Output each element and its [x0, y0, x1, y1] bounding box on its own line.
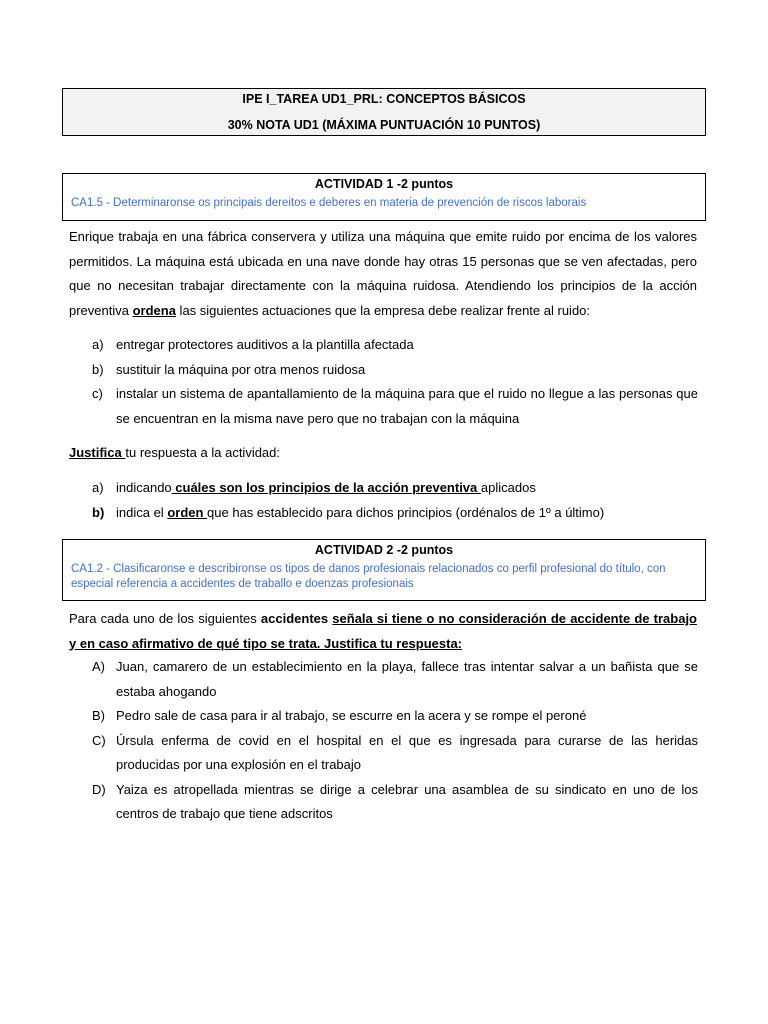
justify-instruction: Justifica tu respuesta a la actividad: — [69, 445, 281, 460]
activity-1-options — [92, 333, 698, 431]
list-item: A) Juan, camarero de un establecimiento en la playa, fallece tras intentar salvar a un bañista que se estaba ahogando — [92, 659, 698, 699]
activity-1-intro: Enrique trabaja en una fábrica conservera y utiliza una máquina que emite ruido por encima de los valores permitidos. La máquina está ubicada en una nave donde hay otras 15 personas que se ven afectadas, pero que no necesitan trabajar directamente con la máquina ruidosa. Atendiendo los principios de la acción preventiva ordena las siguientes actuaciones que la empresa debe realizar frente al ruido: — [69, 229, 697, 318]
list-item: a) indicando cuáles son los principios de la acción preventiva aplicados — [92, 480, 536, 495]
activity-1-criterion: CA1.5 - Determinaronse os principais dereitos e deberes en materia de prevención de riscos laborais — [71, 197, 587, 209]
activity-2-cases — [92, 655, 698, 827]
activity-1-title: ACTIVIDAD 1 -2 puntos — [314, 177, 454, 191]
list-item: C) Úrsula enferma de covid en el hospital en el que es ingresada para curarse de las heridas producidas por una explosión en el trabajo — [92, 732, 698, 772]
list-item: b) indica el orden que has establecido para dichos principios (ordénalos de 1º a último) — [92, 504, 605, 520]
title-box — [62, 88, 706, 136]
activity-2-box — [62, 539, 706, 601]
activity-2-intro: Para cada uno de los siguientes accidentes señala si tiene o no consideración de accidente de trabajo y en caso afirmativo de qué tipo se trata. Justifica tu respuesta: — [69, 611, 697, 651]
justify-items — [92, 476, 698, 525]
list-item: a) entregar protectores auditivos a la plantilla afectada — [92, 337, 414, 352]
title-line-1: IPE I_TAREA UD1_PRL: CONCEPTOS BÁSICOS — [242, 92, 526, 106]
list-item: D) Yaiza es atropellada mientras se dirige a celebrar una asamblea de su sindicato en uno de los centros de trabajo que tiene adscritos — [92, 781, 698, 821]
ordena-keyword: ordena — [132, 302, 176, 318]
activity-2-criterion: CA1.2 - Clasificaronse e describironse os tipos de danos profesionais relacionados co perfil profesional do título, con especial referencia a accidentes de traballo e doenzas profesionais — [71, 563, 666, 590]
list-item: B) Pedro sale de casa para ir al trabajo, se escurre en la acera y se rompe el peroné — [92, 708, 587, 723]
title-line-2: 30% NOTA UD1 (MÁXIMA PUNTUACIÓN 10 PUNTOS) — [227, 118, 541, 132]
list-item: c) instalar un sistema de apantallamiento de la máquina para que el ruido no llegue a las personas que se encuentran en la misma nave pero que no trabajan con la máquina — [92, 386, 698, 426]
list-item: b) sustituir la máquina por otra menos ruidosa — [92, 361, 366, 377]
activity-2-title: ACTIVIDAD 2 -2 puntos — [314, 543, 454, 557]
activity-1-box — [62, 173, 706, 221]
